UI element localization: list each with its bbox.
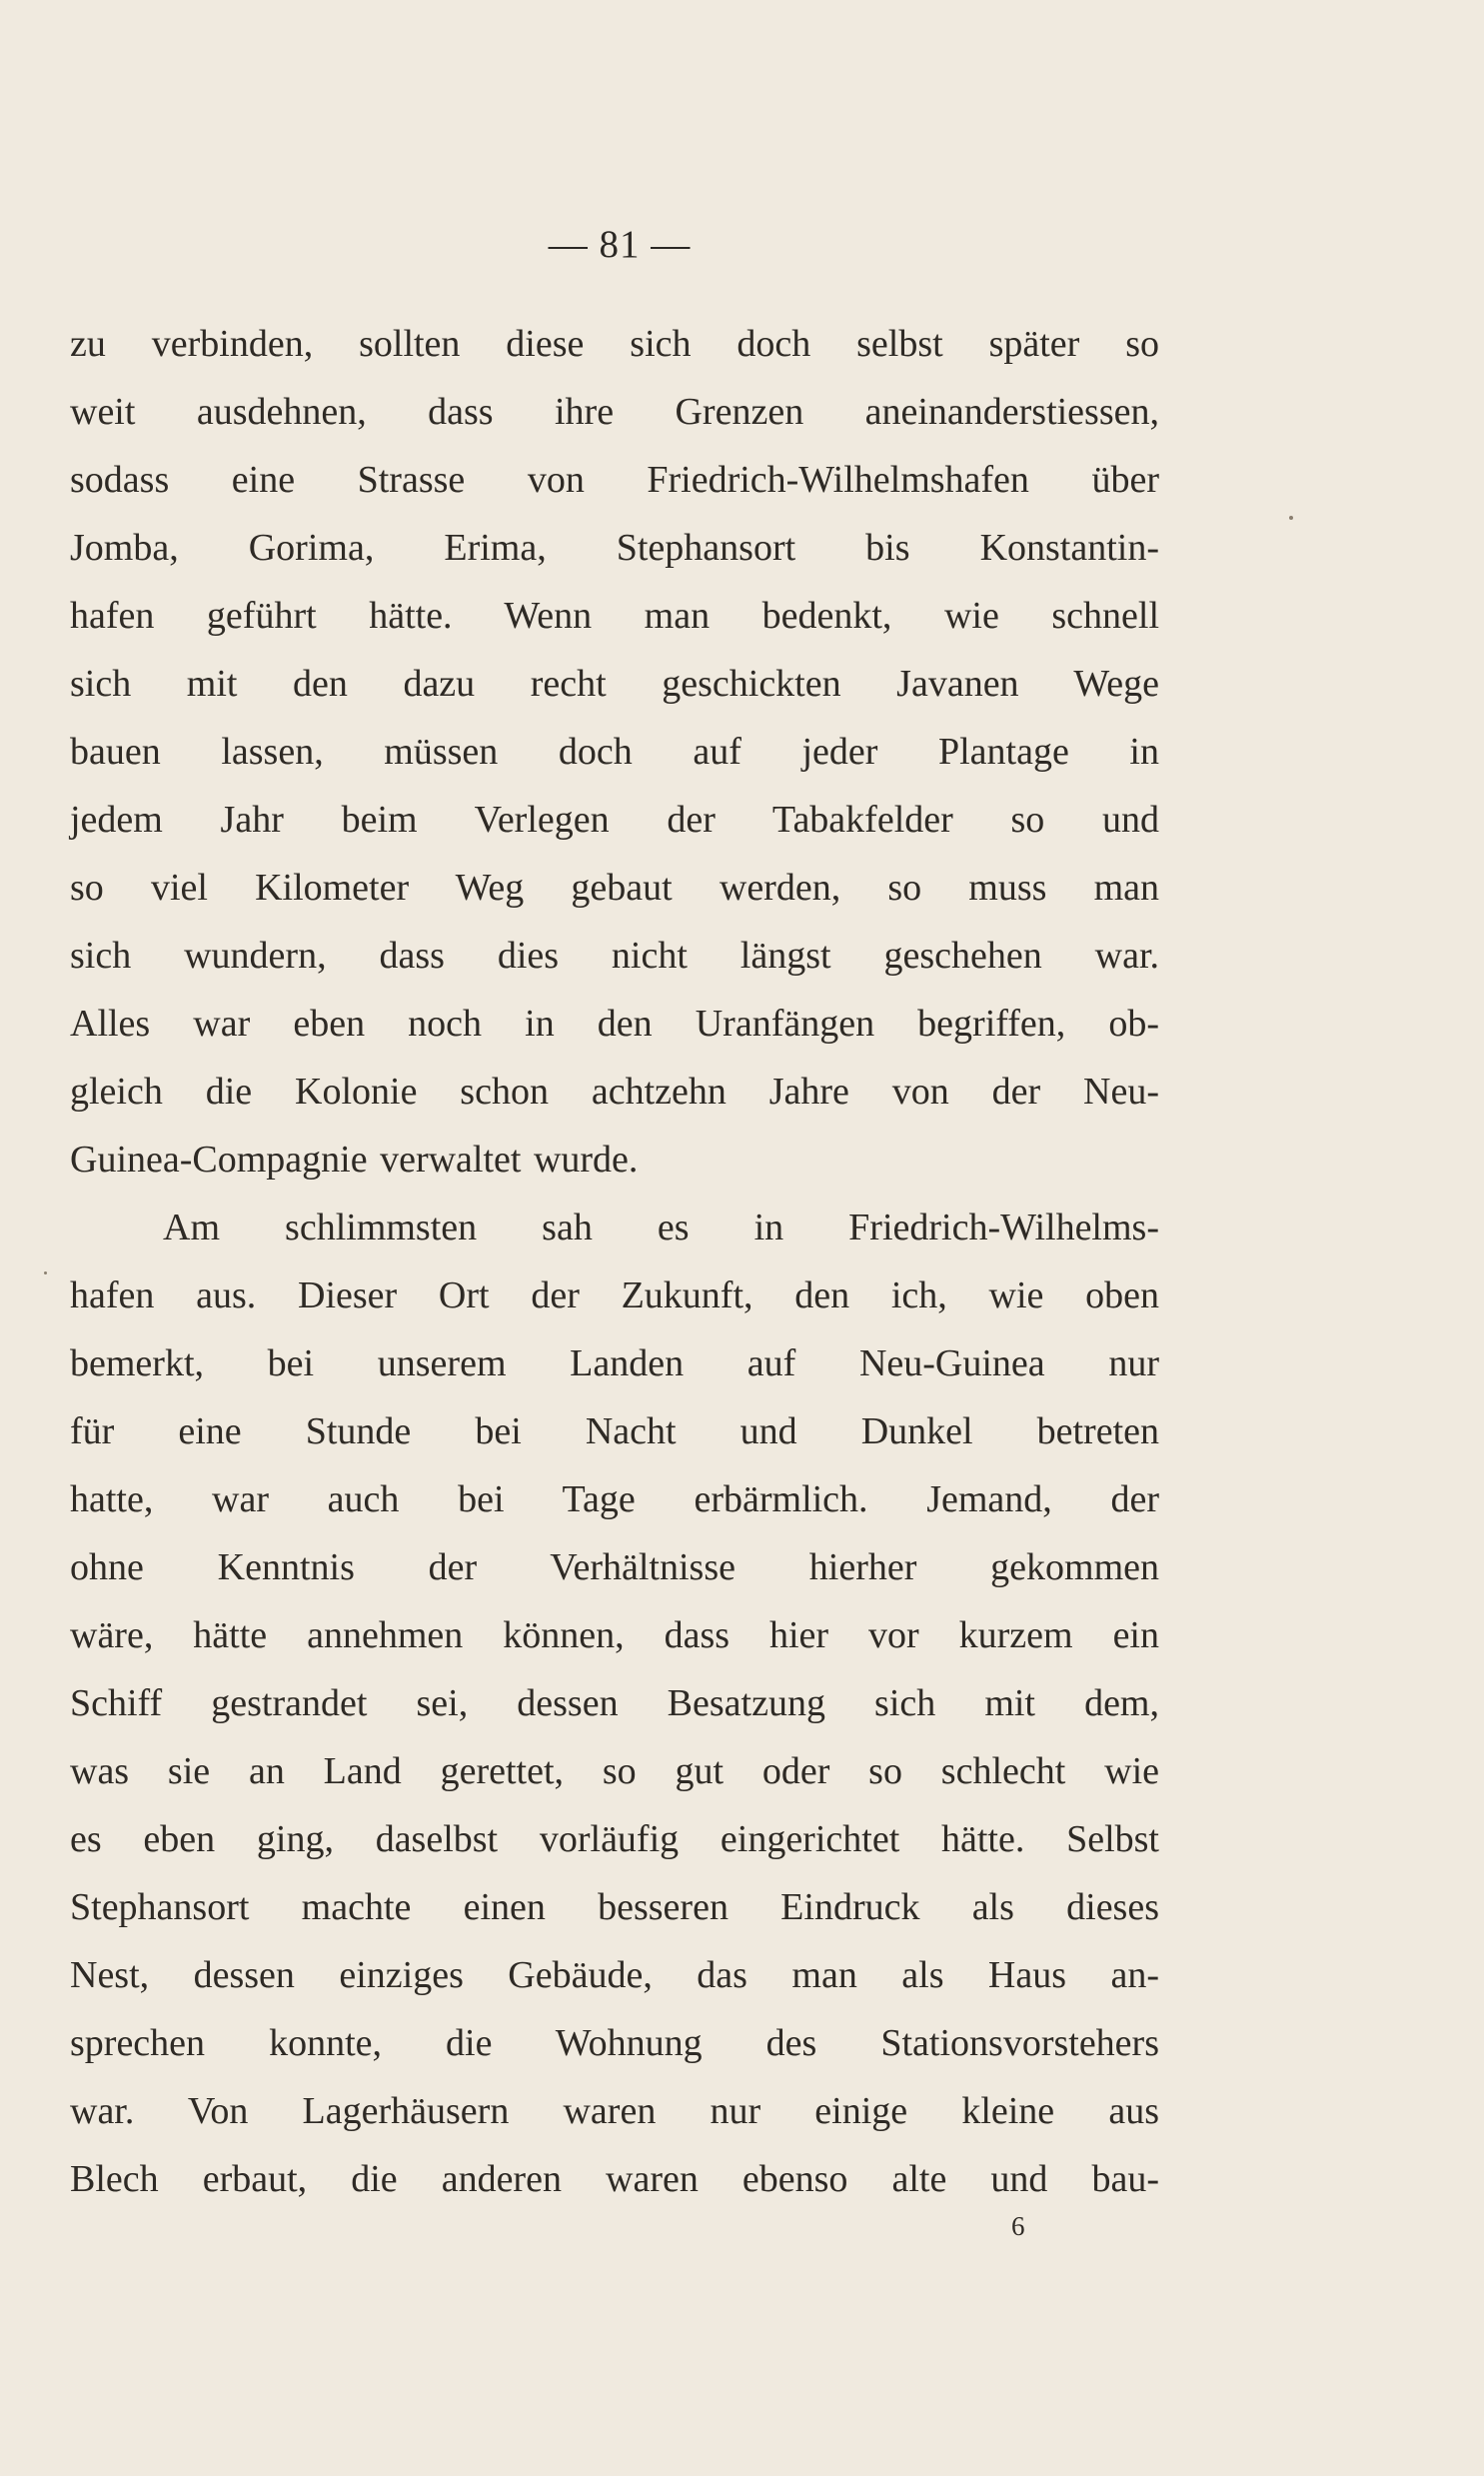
text-line: sich wundern, dass dies nicht längst geschehen war. bbox=[70, 935, 1159, 977]
text-line: bauen lassen, müssen doch auf jeder Plantage in bbox=[70, 731, 1159, 773]
body-text bbox=[70, 310, 1159, 2213]
text-line: bemerkt, bei unserem Landen auf Neu-Guinea nur bbox=[70, 1342, 1159, 1384]
text-line: Guinea-Compagnie verwaltet wurde. bbox=[70, 1139, 639, 1181]
text-line: hatte, war auch bei Tage erbärmlich. Jemand, der bbox=[70, 1478, 1159, 1520]
text-line: für eine Stunde bei Nacht und Dunkel betreten bbox=[70, 1410, 1159, 1452]
text-line: hafen geführt hätte. Wenn man bedenkt, wie schnell bbox=[70, 595, 1159, 637]
text-line: Stephansort machte einen besseren Eindruck als dieses bbox=[70, 1886, 1159, 1928]
text-line: Schiff gestrandet sei, dessen Besatzung sich mit dem, bbox=[70, 1682, 1159, 1724]
text-line: es eben ging, daselbst vorläufig eingerichtet hätte. Selbst bbox=[70, 1818, 1159, 1860]
page-number-header: — 81 — bbox=[548, 223, 692, 266]
text-line: jedem Jahr beim Verlegen der Tabakfelder so und bbox=[70, 799, 1159, 841]
text-line: sprechen konnte, die Wohnung des Stationsvorstehers bbox=[70, 2022, 1159, 2064]
text-line: Jomba, Gorima, Erima, Stephansort bis Konstantin- bbox=[70, 527, 1159, 569]
text-line: ohne Kenntnis der Verhältnisse hierher gekommen bbox=[70, 1546, 1159, 1588]
text-line: hafen aus. Dieser Ort der Zukunft, den ich, wie oben bbox=[70, 1274, 1159, 1316]
text-line: weit ausdehnen, dass ihre Grenzen aneinanderstiessen, bbox=[70, 391, 1159, 433]
text-line: sodass eine Strasse von Friedrich-Wilhelmshafen über bbox=[70, 459, 1159, 501]
text-line: Alles war eben noch in den Uranfängen begriffen, ob- bbox=[70, 1003, 1159, 1045]
paper-speck bbox=[44, 1271, 47, 1274]
text-line: war. Von Lagerhäusern waren nur einige kleine aus bbox=[70, 2090, 1159, 2132]
text-line: Am schlimmsten sah es in Friedrich-Wilhelms- bbox=[163, 1207, 1159, 1248]
text-line: Blech erbaut, die anderen waren ebenso alte und bau- bbox=[70, 2158, 1159, 2200]
text-line: Nest, dessen einziges Gebäude, das man als Haus an- bbox=[70, 1954, 1159, 1996]
text-line: wäre, hätte annehmen können, dass hier vor kurzem ein bbox=[70, 1614, 1159, 1656]
text-line: gleich die Kolonie schon achtzehn Jahre von der Neu- bbox=[70, 1071, 1159, 1113]
signature-mark: 6 bbox=[1011, 2211, 1025, 2241]
text-line: so viel Kilometer Weg gebaut werden, so muss man bbox=[70, 867, 1159, 909]
paper-speck bbox=[1289, 516, 1293, 520]
text-line: zu verbinden, sollten diese sich doch selbst später so bbox=[70, 323, 1159, 365]
text-line: sich mit den dazu recht geschickten Javanen Wege bbox=[70, 663, 1159, 705]
text-line: was sie an Land gerettet, so gut oder so schlecht wie bbox=[70, 1750, 1159, 1792]
